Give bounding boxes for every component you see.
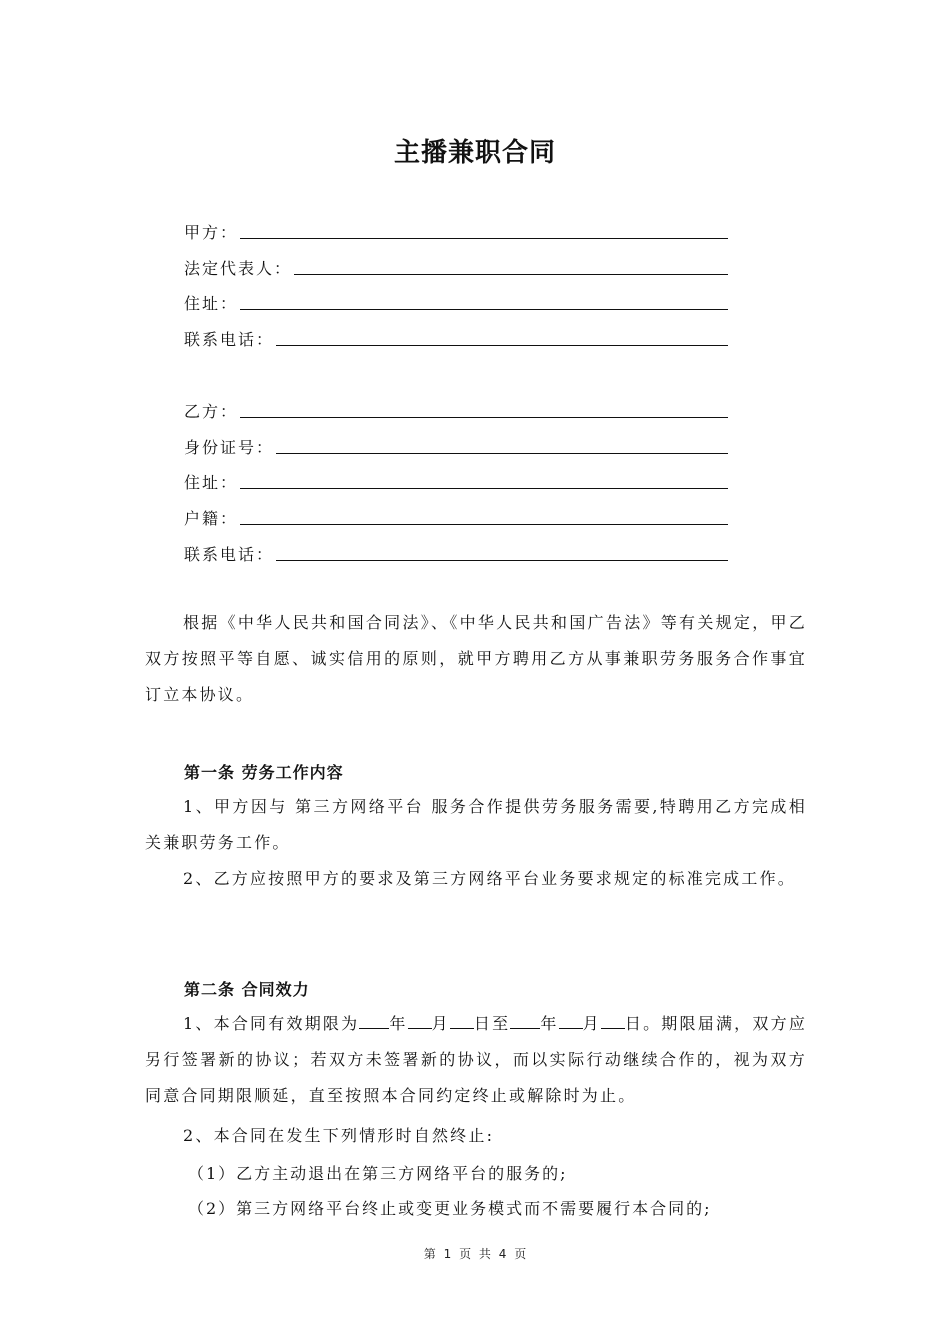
- end-month-word: 月: [582, 1014, 601, 1033]
- party-b-name-field: [184, 393, 728, 423]
- article-1-heading: 第一条 劳务工作内容: [184, 763, 344, 782]
- clause-1-lead: 1、本合同有效期限为: [183, 1014, 360, 1033]
- party-b-name-line[interactable]: [240, 397, 728, 418]
- end-year-blank[interactable]: [510, 1010, 540, 1029]
- footer-page-word: 页: [459, 1247, 472, 1261]
- footer-page-number: 1: [443, 1247, 452, 1261]
- end-month-blank[interactable]: [559, 1010, 583, 1029]
- start-month-word: 月: [431, 1014, 450, 1033]
- party-b-address-line[interactable]: [240, 468, 728, 489]
- party-b-id-field: [184, 429, 728, 459]
- party-a-phone-line[interactable]: [276, 325, 728, 346]
- party-b-phone-line[interactable]: [276, 540, 728, 561]
- party-b-name-label: 乙方：: [184, 402, 239, 421]
- end-day-blank[interactable]: [601, 1010, 625, 1029]
- party-a-address-label: 住址：: [184, 294, 239, 313]
- article-2-clause-2: 2、本合同在发生下列情形时自然终止:: [183, 1126, 495, 1145]
- party-b-address-label: 住址：: [184, 473, 239, 492]
- day-end-word: 日。期限届满，: [624, 1014, 753, 1033]
- party-b-phone-field: [184, 536, 728, 566]
- party-b-phone-label: 联系电话：: [184, 545, 275, 564]
- party-a-address-field: [184, 285, 728, 315]
- article-1-clause-2: 2、乙方应按照甲方的要求及第三方网络平台业务要求规定的标准完成工作。: [183, 869, 796, 888]
- party-b-id-line[interactable]: [276, 433, 728, 454]
- page-footer: [0, 1245, 950, 1262]
- footer-total-prefix: 共: [478, 1247, 491, 1261]
- end-year-word: 年: [540, 1014, 559, 1033]
- clause-1-rest: 双方应另行签署新的协议；若双方未签署新的协议，而以实际行动继续合作的，视为双方同意合同期限顺延，直至按照本合同约定终止或解除时为止。: [145, 1014, 808, 1105]
- party-a-rep-label: 法定代表人：: [184, 259, 293, 278]
- party-a-rep-field: [184, 250, 728, 280]
- party-b-household-field: [184, 500, 728, 530]
- party-a-rep-line[interactable]: [294, 254, 728, 275]
- party-a-address-line[interactable]: [240, 289, 728, 310]
- footer-total-word: 页: [514, 1247, 527, 1261]
- start-month-blank[interactable]: [408, 1010, 432, 1029]
- article-1-clause-1: 1、甲方因与 第三方网络平台 服务合作提供劳务服务需要,特聘用乙方完成相关兼职劳务工作。: [145, 797, 807, 852]
- page-title: 主播兼职合同: [393, 138, 556, 168]
- party-a-name-line[interactable]: [240, 218, 728, 239]
- party-b-address-field: [184, 464, 728, 494]
- start-year-blank[interactable]: [359, 1010, 389, 1029]
- footer-total-number: 4: [498, 1247, 507, 1261]
- start-day-blank[interactable]: [450, 1010, 474, 1029]
- party-a-name-field: [184, 214, 728, 244]
- party-b-household-label: 户籍：: [184, 509, 239, 528]
- termination-item-2: （2）第三方网络平台终止或变更业务模式而不需要履行本合同的;: [188, 1199, 712, 1218]
- article-2-heading: 第二条 合同效力: [184, 980, 310, 999]
- party-a-phone-field: [184, 321, 728, 351]
- article-2-clause-1: [145, 1006, 807, 1114]
- party-b-household-line[interactable]: [240, 504, 728, 525]
- party-b-id-label: 身份证号：: [184, 438, 275, 457]
- preamble-paragraph: 根据《中华人民共和国合同法》、《中华人民共和国广告法》等有关规定，甲乙双方按照平等自愿、诚实信用的原则，就甲方聘用乙方从事兼职劳务服务合作事宜订立本协议。: [145, 613, 807, 704]
- start-year-word: 年: [389, 1014, 408, 1033]
- termination-item-1: （1）乙方主动退出在第三方网络平台的服务的;: [188, 1164, 568, 1183]
- footer-page-prefix: 第: [423, 1247, 436, 1261]
- day-to-word: 日至: [473, 1014, 511, 1033]
- party-a-name-label: 甲方：: [184, 223, 239, 242]
- party-a-phone-label: 联系电话：: [184, 330, 275, 349]
